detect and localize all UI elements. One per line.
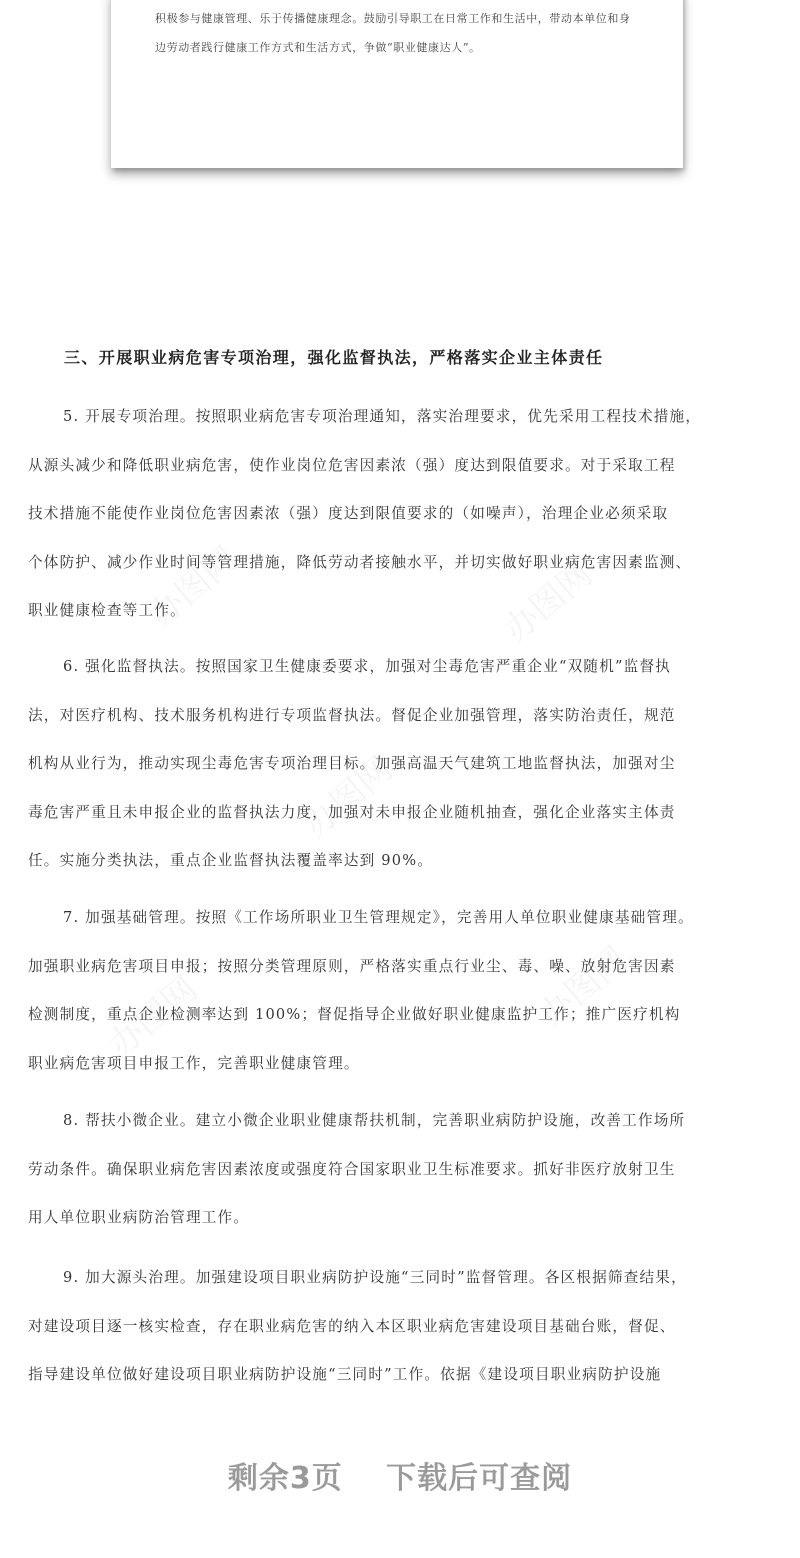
paragraph-line: 法，对医疗机构、技术服务机构进行专项监督执法。督促企业加强管理，落实防治责任，规范 <box>28 706 676 724</box>
paragraph-line: 机构从业行为，推动实现尘毒危害专项治理目标。加强高温天气建筑工地监督执法，加强对尘 <box>28 755 676 772</box>
paragraph-line: 7. 加强基础管理。按照《工作场所职业卫生管理规定》，完善用人单位职业健康基础管理。 <box>63 909 694 926</box>
card-line: 边劳动者践行健康工作方式和生活方式，争做“职业健康达人”。 <box>155 41 481 54</box>
paragraph-line: 8. 帮扶小微企业。建立小微企业职业健康帮扶机制，完善职业病防护设施，改善工作场所 <box>63 1112 686 1129</box>
paragraph-line: 加强职业病危害项目申报；按照分类管理原则，严格落实重点行业尘、毒、噪、放射危害因素 <box>28 957 676 975</box>
paragraph-line: 技术措施不能使作业岗位危害因素浓（强）度达到限值要求的（如噪声），治理企业必须采取 <box>28 505 669 522</box>
paragraph-line: 毒危害严重且未申报企业的监督执法力度，加强对未申报企业随机抽查，强化企业落实主体责 <box>28 803 676 821</box>
download-prompt[interactable] <box>0 1454 800 1504</box>
download-to-view-label: 下载后可查阅 <box>386 1461 573 1496</box>
paragraph-7 <box>28 894 774 1088</box>
paragraph-line: 6. 强化监督执法。按照国家卫生健康委要求，加强对尘毒危害严重企业“双随机”监督执 <box>63 658 672 675</box>
paragraph-line: 5. 开展专项治理。按照职业病危害专项治理通知，落实治理要求，优先采用工程技术措施， <box>63 408 702 425</box>
paragraph-9 <box>28 1254 774 1400</box>
paragraph-line: 劳动条件。确保职业病危害因素浓度或强度符合国家职业卫生标准要求。抓好非医疗放射卫生 <box>28 1160 676 1178</box>
paragraph-6 <box>28 643 774 886</box>
section-heading: 三、开展职业病危害专项治理，强化监督执法，严格落实企业主体责任 <box>64 348 604 367</box>
paragraph-line: 职业病危害项目申报工作，完善职业健康管理。 <box>28 1054 360 1072</box>
paragraph-line: 9. 加大源头治理。加强建设项目职业病防护设施“三同时”监督管理。各区根据筛查结果， <box>63 1269 687 1286</box>
paragraph-line: 任。实施分类执法，重点企业监督执法覆盖率达到 90%。 <box>28 852 434 869</box>
previous-page-text <box>155 4 645 62</box>
paragraph-line: 个体防护、减少作业时间等管理措施，降低劳动者接触水平，并切实做好职业病危害因素监测、 <box>28 553 692 571</box>
paragraph-line: 用人单位职业病防治管理工作。 <box>28 1209 250 1226</box>
remaining-pages-label: 剩余3页 <box>227 1461 343 1496</box>
paragraph-8 <box>28 1097 774 1243</box>
card-line: 积极参与健康管理、乐于传播健康理念。鼓励引导职工在日常工作和生活中，带动本单位和身 <box>155 12 631 25</box>
paragraph-line: 职业健康检查等工作。 <box>28 602 186 619</box>
paragraph-line: 从源头减少和降低职业病危害，使作业岗位危害因素浓（强）度达到限值要求。对于采取工程 <box>28 456 676 474</box>
previous-page-card <box>111 0 683 168</box>
paragraph-line: 对建设项目逐一核实检查，存在职业病危害的纳入本区职业病危害建设项目基础台账，督促、 <box>28 1317 676 1335</box>
paragraph-line: 检测制度，重点企业检测率达到 100%；督促指导企业做好职业健康监护工作；推广医疗机构 <box>28 1006 681 1023</box>
paragraph-5 <box>28 393 774 636</box>
paragraph-line: 指导建设单位做好建设项目职业病防护设施“三同时”工作。依据《建设项目职业病防护设施 <box>28 1366 662 1383</box>
